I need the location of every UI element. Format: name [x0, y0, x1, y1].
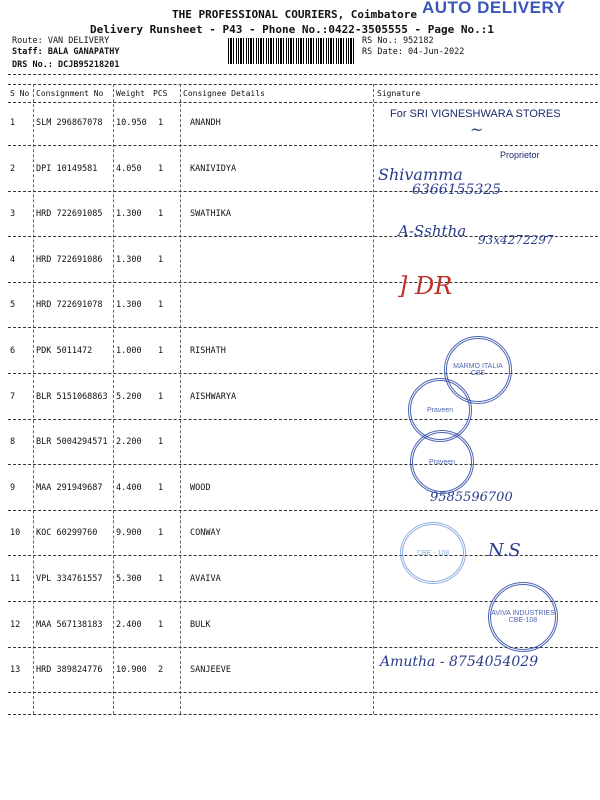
row-consignment-no: HRD 722691085: [36, 209, 103, 219]
row-consignment-no: HRD 389824776: [36, 665, 103, 675]
col-divider: [180, 84, 181, 714]
row-consignment-no: BLR 5004294571: [36, 437, 108, 447]
row-pcs: 1: [158, 437, 164, 447]
header-rule: [8, 74, 598, 75]
table-bottom-rule: [8, 714, 598, 715]
stamp-row-6: MARMO ITALIA CBE: [444, 336, 512, 404]
row-consignment-no: MAA 567138183: [36, 620, 103, 630]
row-sno: 6: [10, 346, 16, 356]
row-pcs: 1: [158, 392, 164, 402]
column-header-rule: [8, 102, 598, 103]
stamp-row-12: AVIVA INDUSTRIES CBE-108: [488, 582, 558, 652]
signature-row-13: Amutha - 8754054029: [380, 654, 539, 670]
row-pcs: 1: [158, 528, 164, 538]
staff: Staff: BALA GANAPATHY: [12, 47, 120, 57]
row-consignment-no: KOC 60299760: [36, 528, 98, 538]
runsheet-title: Delivery Runsheet - P43 - Phone No.:0422-3505555 - Page No.:1: [90, 23, 494, 36]
row-weight: 10.950: [116, 118, 147, 128]
row-sno: 1: [10, 118, 16, 128]
row-weight: 9.900: [116, 528, 142, 538]
row-pcs: 1: [158, 118, 164, 128]
row-consignee: AISHWARYA: [190, 392, 237, 402]
row-divider: [8, 692, 598, 693]
row-weight: 1.300: [116, 300, 142, 310]
row-consignee: AVAIVA: [190, 574, 221, 584]
row-divider: [8, 419, 598, 420]
row-sno: 13: [10, 665, 21, 675]
row-weight: 1.300: [116, 209, 142, 219]
row-divider: [8, 510, 598, 511]
col-header-sno: S No: [10, 89, 30, 98]
row-consignee: ANANDH: [190, 118, 221, 128]
row-consignment-no: VPL 334761557: [36, 574, 103, 584]
signature-row-3-name: A-Sshtha: [398, 222, 467, 240]
barcode: [228, 38, 356, 64]
row-pcs: 1: [158, 255, 164, 265]
col-header-consignment: Consignment No: [36, 89, 104, 98]
signature-row-2-phone: 6366155325: [412, 182, 502, 198]
row-sno: 10: [10, 528, 21, 538]
signature-row-9-phone: 9585596700: [430, 490, 513, 505]
row-divider: [8, 145, 598, 146]
row-weight: 2.200: [116, 437, 142, 447]
signature-scribble: ~: [470, 120, 484, 139]
row-pcs: 2: [158, 665, 164, 675]
col-divider: [113, 84, 114, 714]
col-header-signature: Signature: [377, 89, 421, 98]
row-sno: 4: [10, 255, 16, 265]
signature-row-11-mark: N.S: [488, 540, 521, 561]
row-sno: 2: [10, 164, 16, 174]
row-weight: 1.300: [116, 255, 142, 265]
row-divider: [8, 464, 598, 465]
row-consignment-no: HRD 722691078: [36, 300, 103, 310]
row-weight: 5.200: [116, 392, 142, 402]
row-weight: 4.400: [116, 483, 142, 493]
col-divider: [33, 84, 34, 714]
row-sno: 7: [10, 392, 16, 402]
auto-delivery-stamp: AUTO DELIVERY: [422, 0, 566, 17]
row-consignee: CONWAY: [190, 528, 221, 538]
signature-row-1-proprietor: Proprietor: [500, 150, 540, 160]
row-pcs: 1: [158, 620, 164, 630]
row-weight: 2.400: [116, 620, 142, 630]
row-consignee: KANIVIDYA: [190, 164, 237, 174]
col-divider: [373, 84, 374, 714]
drs-number: DRS No.: DCJB95218201: [12, 60, 120, 70]
signature-row-1: For SRI VIGNESHWARA STORES: [390, 108, 561, 120]
row-consignment-no: PDK 5011472: [36, 346, 93, 356]
row-weight: 4.050: [116, 164, 142, 174]
row-divider: [8, 282, 598, 283]
row-consignment-no: DPI 10149581: [36, 164, 98, 174]
row-divider: [8, 191, 598, 192]
row-divider: [8, 327, 598, 328]
signature-row-2-name: Shivamma: [378, 165, 463, 184]
row-consignee: RISHATH: [190, 346, 226, 356]
stamp-row-7: Praveen: [408, 378, 472, 442]
row-consignee: WOOD: [190, 483, 211, 493]
row-weight: 10.900: [116, 665, 147, 675]
row-consignment-no: HRD 722691086: [36, 255, 103, 265]
row-weight: 1.000: [116, 346, 142, 356]
row-consignment-no: SLM 296867078: [36, 118, 103, 128]
row-consignee: SWATHIKA: [190, 209, 231, 219]
row-pcs: 1: [158, 164, 164, 174]
col-header-pcs: PCS: [153, 89, 168, 98]
row-sno: 11: [10, 574, 21, 584]
rs-date: RS Date: 04-Jun-2022: [362, 47, 465, 57]
col-header-weight: Weight: [116, 89, 145, 98]
row-weight: 5.300: [116, 574, 142, 584]
header-rule-2: [8, 84, 598, 85]
row-pcs: 1: [158, 300, 164, 310]
stamp-row-10: CBE - 108: [400, 522, 466, 584]
row-pcs: 1: [158, 346, 164, 356]
row-sno: 3: [10, 209, 16, 219]
company-title: THE PROFESSIONAL COURIERS, Coimbatore: [172, 8, 418, 21]
rs-number: RS No.: 952182: [362, 36, 434, 46]
row-consignment-no: MAA 291949687: [36, 483, 103, 493]
row-consignee: SANJEEVE: [190, 665, 231, 675]
row-sno: 9: [10, 483, 16, 493]
row-pcs: 1: [158, 574, 164, 584]
row-sno: 12: [10, 620, 21, 630]
row-consignee: BULK: [190, 620, 211, 630]
row-pcs: 1: [158, 483, 164, 493]
row-pcs: 1: [158, 209, 164, 219]
stamp-row-8: Praveen: [410, 430, 474, 494]
row-consignment-no: BLR 5151068863: [36, 392, 108, 402]
signature-row-5-mark: ] DR: [398, 272, 453, 300]
signature-row-3-phone: 93x4272297: [478, 233, 554, 247]
row-sno: 5: [10, 300, 16, 310]
row-sno: 8: [10, 437, 16, 447]
route: Route: VAN DELIVERY: [12, 36, 110, 46]
col-header-consignee: Consignee Details: [183, 89, 265, 98]
